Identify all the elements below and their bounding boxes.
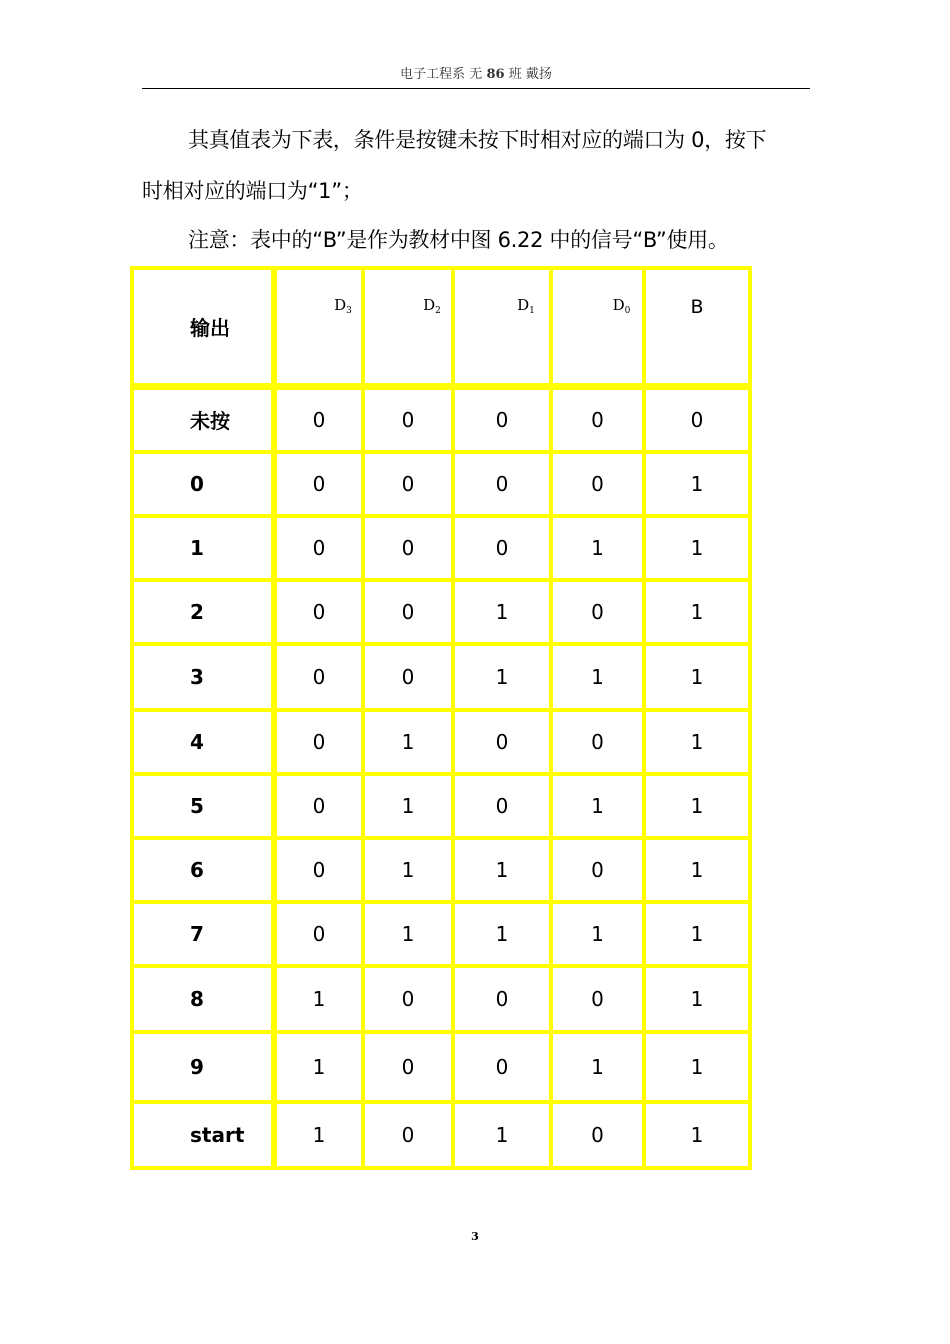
value-cell: 0 — [453, 452, 551, 516]
table-row — [132, 710, 750, 774]
truth-table-body — [132, 268, 750, 1168]
value-cell: 1 — [644, 452, 750, 516]
value-cell: 1 — [644, 774, 750, 838]
table-row — [132, 386, 750, 452]
header-cell-d3 — [274, 268, 363, 386]
table-row — [132, 1102, 750, 1168]
value-cell: 0 — [453, 710, 551, 774]
table-row — [132, 902, 750, 966]
header-label: D — [612, 296, 625, 314]
header-class-name: 班 戴扬 — [508, 67, 552, 82]
paragraph-note: 注意：表中的“B”是作为教材中图 6.22 中的信号“B”使用。 — [188, 228, 729, 252]
row-label-cell: start — [132, 1102, 274, 1168]
row-label-cell: 3 — [132, 644, 274, 710]
row-label-cell: 5 — [132, 774, 274, 838]
header-cell-d0 — [551, 268, 644, 386]
table-row — [132, 966, 750, 1032]
value-cell: 0 — [274, 644, 363, 710]
value-cell: 0 — [363, 966, 453, 1032]
row-label-cell: 6 — [132, 838, 274, 902]
value-cell: 0 — [363, 386, 453, 452]
value-cell: 0 — [274, 774, 363, 838]
table-row — [132, 1032, 750, 1102]
value-cell: 0 — [274, 902, 363, 966]
value-cell: 0 — [363, 1032, 453, 1102]
value-cell: 0 — [453, 386, 551, 452]
table-row — [132, 644, 750, 710]
value-cell: 1 — [363, 902, 453, 966]
value-cell: 0 — [274, 516, 363, 580]
header-cell-b: B — [644, 268, 750, 386]
value-cell: 1 — [274, 966, 363, 1032]
value-cell: 1 — [644, 580, 750, 644]
table-row — [132, 580, 750, 644]
row-label-cell: 0 — [132, 452, 274, 516]
value-cell: 1 — [644, 1102, 750, 1168]
value-cell: 0 — [363, 644, 453, 710]
row-label-cell: 1 — [132, 516, 274, 580]
row-label-cell: 8 — [132, 966, 274, 1032]
page-header — [142, 66, 810, 89]
value-cell: 1 — [551, 516, 644, 580]
value-cell: 1 — [644, 1032, 750, 1102]
value-cell: 0 — [644, 386, 750, 452]
value-cell: 0 — [551, 386, 644, 452]
value-cell: 1 — [644, 966, 750, 1032]
value-cell: 1 — [644, 838, 750, 902]
table-row — [132, 838, 750, 902]
value-cell: 1 — [363, 838, 453, 902]
value-cell: 0 — [551, 710, 644, 774]
row-label-cell: 7 — [132, 902, 274, 966]
header-subscript: 3 — [346, 306, 352, 316]
value-cell: 1 — [453, 1102, 551, 1168]
value-cell: 1 — [644, 644, 750, 710]
value-cell: 0 — [274, 386, 363, 452]
value-cell: 0 — [363, 580, 453, 644]
value-cell: 0 — [551, 452, 644, 516]
value-cell: 1 — [453, 580, 551, 644]
page-number: 3 — [471, 1230, 479, 1243]
value-cell: 1 — [453, 644, 551, 710]
value-cell: 0 — [551, 966, 644, 1032]
value-cell: 0 — [274, 838, 363, 902]
value-cell: 1 — [551, 644, 644, 710]
value-cell: 0 — [453, 1032, 551, 1102]
value-cell: 0 — [274, 452, 363, 516]
header-class-number: 86 — [486, 67, 505, 82]
value-cell: 0 — [274, 710, 363, 774]
header-label: D — [423, 296, 436, 314]
value-cell: 1 — [363, 710, 453, 774]
value-cell: 1 — [363, 774, 453, 838]
header-label: D — [517, 296, 530, 314]
header-subscript: 1 — [529, 306, 535, 316]
header-dept: 电子工程系 无 — [400, 67, 483, 82]
header-cell-output: 输出 — [132, 268, 274, 386]
paragraph-truth-table-intro-cont: 时相对应的端口为“1”； — [142, 179, 363, 203]
value-cell: 0 — [363, 1102, 453, 1168]
row-label-cell: 9 — [132, 1032, 274, 1102]
value-cell: 0 — [551, 1102, 644, 1168]
truth-table — [130, 266, 752, 1170]
value-cell: 0 — [363, 516, 453, 580]
table-row — [132, 452, 750, 516]
value-cell: 1 — [453, 902, 551, 966]
value-cell: 0 — [453, 516, 551, 580]
header-cell-d1 — [453, 268, 551, 386]
value-cell: 1 — [274, 1102, 363, 1168]
value-cell: 0 — [363, 452, 453, 516]
value-cell: 1 — [551, 774, 644, 838]
table-header-row — [132, 268, 750, 386]
row-label-cell: 2 — [132, 580, 274, 644]
header-subscript: 0 — [624, 306, 631, 316]
value-cell: 0 — [551, 838, 644, 902]
value-cell: 1 — [551, 902, 644, 966]
header-label: D — [334, 296, 347, 314]
value-cell: 1 — [453, 838, 551, 902]
table-row — [132, 774, 750, 838]
paragraph-truth-table-intro: 其真值表为下表，条件是按键未按下时相对应的端口为 0，按下 — [188, 128, 767, 152]
value-cell: 0 — [453, 774, 551, 838]
table-row — [132, 516, 750, 580]
value-cell: 1 — [551, 1032, 644, 1102]
value-cell: 1 — [644, 710, 750, 774]
value-cell: 1 — [644, 516, 750, 580]
row-label-cell: 未按 — [132, 386, 274, 452]
value-cell: 0 — [274, 580, 363, 644]
value-cell: 0 — [453, 966, 551, 1032]
value-cell: 0 — [551, 580, 644, 644]
row-label-cell: 4 — [132, 710, 274, 774]
header-subscript: 2 — [435, 306, 441, 316]
header-cell-d2 — [363, 268, 453, 386]
value-cell: 1 — [644, 902, 750, 966]
value-cell: 1 — [274, 1032, 363, 1102]
